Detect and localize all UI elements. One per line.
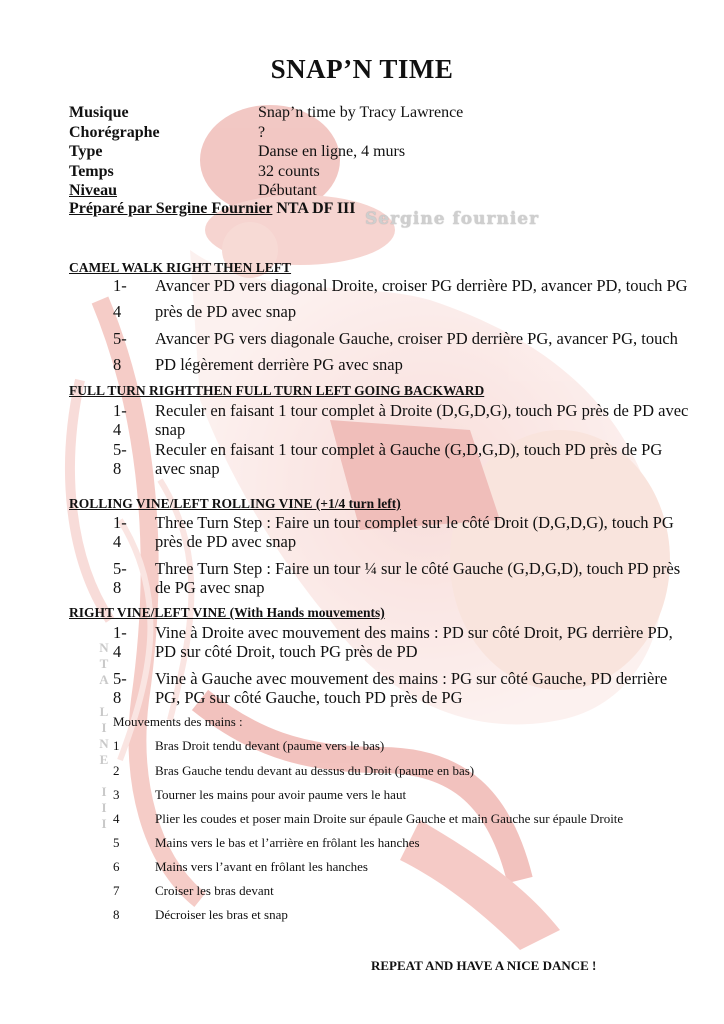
info-value: Danse en ligne, 4 murs	[258, 143, 406, 160]
info-row	[69, 181, 463, 201]
info-row	[69, 142, 463, 162]
hand-move-text: Bras Gauche tendu devant au dessus du Droit (paume en bas)	[155, 763, 475, 778]
hand-move-number: 7	[113, 883, 120, 898]
info-label: Type	[69, 143, 103, 160]
step-count: 1-4	[113, 513, 127, 551]
section-title: RIGHT VINE/LEFT VINE (With Hands mouvements)	[69, 605, 385, 620]
step-text: Three Turn Step : Faire un tour ¼ sur le côté Gauche (G,D,G,D), touch PD près de PG avec snap	[155, 559, 681, 597]
hand-move-number: 8	[113, 907, 120, 922]
side-letter: T	[99, 656, 109, 671]
step-text: Vine à Gauche avec mouvement des mains : PG sur côté Gauche, PD derrière PG, PG sur côté Gauche, touch PD près de PG	[155, 669, 668, 707]
section-title: ROLLING VINE/LEFT ROLLING VINE (+1/4 turn left)	[69, 496, 401, 511]
prepared-by-suffix: NTA DF III	[272, 200, 356, 217]
step-count: 1-4	[113, 623, 127, 661]
hand-move-number: 4	[113, 811, 120, 826]
info-row	[69, 103, 463, 123]
step-count: 1-4	[113, 401, 127, 439]
prepared-by-label: Préparé par Sergine Fournier	[69, 200, 273, 217]
side-letter: A	[99, 672, 109, 687]
step-count: 1-4	[113, 276, 127, 321]
hand-move-number: 3	[113, 787, 120, 802]
side-letter: N	[99, 736, 109, 751]
hand-move-text: Décroiser les bras et snap	[155, 907, 288, 922]
info-row	[69, 123, 463, 143]
closing-line: REPEAT AND HAVE A NICE DANCE !	[371, 958, 597, 973]
dance-info	[69, 103, 463, 201]
side-watermark	[96, 640, 112, 832]
step-count: 5-8	[113, 329, 127, 374]
info-value: 32 counts	[258, 162, 320, 180]
info-value: Débutant	[258, 182, 317, 199]
hand-move-text: Mains vers le bas et l’arrière en frôlant les hanches	[155, 835, 420, 850]
info-label: Niveau	[69, 182, 117, 199]
step-count: 5-8	[113, 440, 127, 478]
hand-move-number: 6	[113, 859, 120, 874]
step-count: 5-8	[113, 669, 127, 707]
prepared-by	[69, 200, 356, 218]
hand-move-text: Tourner les mains pour avoir paume vers le haut	[155, 787, 407, 802]
hand-move-text: Croiser les bras devant	[155, 883, 274, 898]
side-letter: I	[101, 720, 107, 735]
hand-move-number: 1	[113, 738, 120, 753]
hands-heading: Mouvements des mains :	[113, 714, 243, 729]
step-text: Avancer PD vers diagonal Droite, croiser PG derrière PD, avancer PD, touch PG près de PD avec snap	[155, 276, 688, 321]
step-count: 5-8	[113, 559, 127, 597]
info-label: Temps	[69, 162, 114, 180]
hand-move-text: Mains vers l’avant en frôlant les hanches	[155, 859, 368, 874]
hand-move-number: 2	[113, 763, 120, 778]
step-text: Reculer en faisant 1 tour complet à Droite (D,G,D,G), touch PG près de PD avec snap	[155, 401, 689, 439]
step-text: Vine à Droite avec mouvement des mains : PD sur côté Droit, PG derrière PD, PD sur côté Droit, touch PG près de PD	[155, 623, 673, 661]
side-letter: L	[99, 704, 109, 719]
hand-move-text: Plier les coudes et poser main Droite sur épaule Gauche et main Gauche sur épaule Droite	[155, 811, 624, 826]
section-title: FULL TURN RIGHTTHEN FULL TURN LEFT GOING BACKWARD	[69, 383, 485, 398]
side-letter	[96, 688, 112, 704]
step-text: Avancer PG vers diagonale Gauche, croiser PD derrière PG, avancer PG, touch PD légèrement derrière PG avec snap	[155, 329, 678, 374]
hand-move-number: 5	[113, 835, 120, 850]
step-text: Reculer en faisant 1 tour complet à Gauche (G,D,G,D), touch PD près de PG avec snap	[155, 440, 663, 478]
step-text: Three Turn Step : Faire un tour complet sur le côté Droit (D,G,D,G), touch PG près de PD avec snap	[155, 513, 674, 551]
hand-move-text: Bras Droit tendu devant (paume vers le bas)	[155, 738, 385, 753]
side-letter: I	[101, 816, 107, 831]
side-letter	[96, 768, 112, 784]
info-value: Snap’n time by Tracy Lawrence	[258, 104, 464, 121]
info-row	[69, 162, 463, 182]
document-title: SNAP’N TIME	[270, 54, 454, 84]
info-value: ?	[258, 123, 266, 141]
section-title: CAMEL WALK RIGHT THEN LEFT	[69, 260, 292, 275]
info-label: Chorégraphe	[69, 123, 160, 141]
side-letter: I	[101, 800, 107, 815]
info-label: Musique	[69, 104, 129, 121]
side-letter: I	[101, 784, 107, 799]
side-letter: E	[99, 752, 109, 767]
signature-watermark: Sergine fournier	[365, 209, 540, 229]
side-letter: N	[99, 640, 109, 655]
